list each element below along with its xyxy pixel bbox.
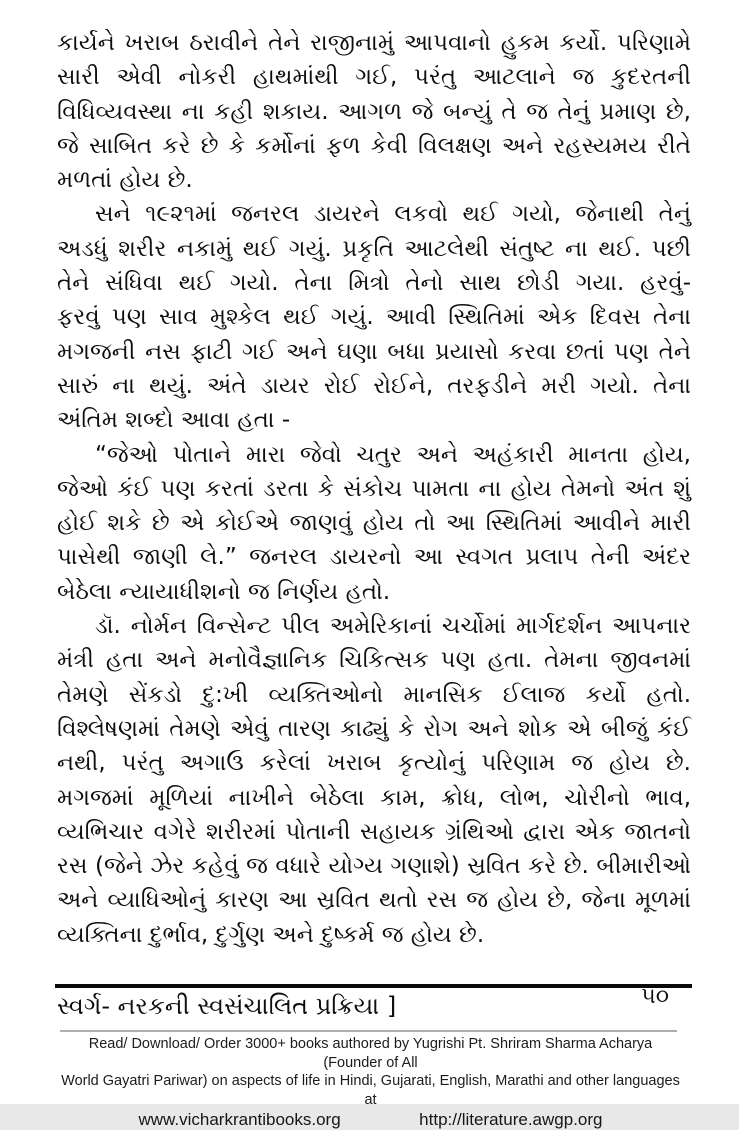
running-title-row	[57, 984, 669, 1022]
credit-line: Read/ Download/ Order 3000+ books authored by Yugrishi Pt. Shriram Sharma Acharya (Founder of All	[88, 1036, 653, 1071]
text-line: પાસેથી જાણી લે.” જનરલ ડાયરનો આ સ્વગત પ્રલાપ તેની અંદર	[57, 544, 691, 571]
text-line: બેઠેલા ન્યાયાધીશનો જ નિર્ણય હતો.	[57, 578, 391, 605]
text-line: સારી એવી નોકરી હાથમાંથી ગઈ, પરંતુ આટલાને જ કુદરતની	[57, 64, 691, 91]
text-line: ડૉ. નોર્મન વિન્સેન્ટ પીલ અમેરિકાનાં ચર્ચોમાં માર્ગદર્શન આપનાર	[95, 613, 691, 640]
text-line: અંતિમ શબ્દો આવા હતા -	[57, 407, 291, 434]
credit-urls	[60, 1111, 681, 1130]
text-line: જેઓ કંઈ પણ કરતાં ડરતા કે સંકોચ પામતા ના હોય તેમનો અંત શું	[57, 475, 691, 502]
books-url: www.vicharkrantibooks.org	[138, 1110, 341, 1129]
text-line: જે સાબિત કરે છે કે કર્મોનાં ફળ કેવી વિલક્ષણ અને રહસ્યમય રીતે	[57, 132, 691, 159]
literature-url: http://literature.awgp.org	[419, 1110, 603, 1129]
text-line: મગજમાં મૂળિયાં નાખીને બેઠેલા કામ, ક્રોધ, લોભ, ચોરીનો ભાવ,	[57, 784, 691, 811]
credit-line: World Gayatri Pariwar) on aspects of life in Hindi, Gujarati, English, Marathi and other languages at	[61, 1073, 680, 1108]
text-line: નથી, પરંતુ અગાઉ કરેલાં ખરાબ કૃત્યોનું પરિણામ જ હોય છે.	[57, 750, 691, 777]
paragraph	[57, 609, 691, 952]
text-line: રસ (જેને ઝેર કહેવું જ વધારે યોગ્ય ગણાશે) સ્રવિત કરે છે. બીમારીઓ	[57, 853, 691, 880]
text-line: મળતાં હોય છે.	[57, 167, 193, 194]
text-line: “જેઓ પોતાને મારા જેવો ચતુર અને અહંકારી માનતા હોય,	[95, 441, 691, 468]
paragraph	[57, 438, 691, 609]
text-line: કાર્યને ખરાબ ઠરાવીને તેને રાજીનામું આપવાનો હુકમ કર્યો. પરિણામે	[57, 30, 691, 56]
credit-block	[60, 1035, 681, 1130]
text-line: મગજની નસ ફાટી ગઈ અને ઘણા બધા પ્રયાસો કરવા છતાં પણ તેને	[57, 338, 691, 365]
page-number: ૫૦	[641, 984, 669, 1009]
text-line: સારું ના થયું. અંતે ડાયર રોઈ રોઈને, તરફડીને મરી ગયો. તેના	[57, 372, 691, 399]
text-line: ફરવું પણ સાવ મુશ્કેલ થઈ ગયું. આવી સ્થિતિમાં એક દિવસ તેના	[57, 304, 691, 331]
body-text	[57, 26, 691, 952]
text-line: અડધું શરીર નકામું થઈ ગયું. પ્રકૃતિ આટલેથી સંતુષ્ટ ના થઈ. પછી	[57, 235, 691, 262]
divider-thick	[55, 984, 692, 988]
text-line: હોઈ શકે છે એ કોઈએ જાણવું હોય તો આ સ્થિતિમાં આવીને મારી	[57, 510, 691, 537]
paragraph	[57, 26, 691, 197]
footer	[0, 984, 739, 1130]
text-line: વિધિવ્યવસ્થા ના કહી શકાય. આગળ જે બન્યું તે જ તેનું પ્રમાણ છે,	[57, 98, 691, 125]
running-title: સ્વર્ગ- નરકની સ્વસંચાલિત પ્રક્રિયા ]	[57, 992, 397, 1020]
text-line: વ્યભિચાર વગેરે શરીરમાં પોતાની સહાયક ગ્રંથિઓ દ્વારા એક જાતનો	[57, 818, 691, 845]
text-line: વ્યક્તિના દુર્ભાવ, દુર્ગુણ અને દુષ્કર્મ જ હોય છે.	[57, 921, 485, 948]
text-line: તેને સંધિવા થઈ ગયો. તેના મિત્રો તેનો સાથ છોડી ગયા. હરવું-	[57, 270, 691, 297]
text-line: સને ૧૯૨૧માં જનરલ ડાયરને લકવો થઈ ગયો, જેનાથી તેનું	[95, 201, 691, 228]
text-line: વિશ્લેષણમાં તેમણે એવું તારણ કાઢ્યું કે રોગ અને શોક એ બીજું કંઈ	[57, 715, 691, 742]
text-line: તેમણે સેંકડો દુ:ખી વ્યક્તિઓનો માનસિક ઈલાજ કર્યો હતો.	[57, 681, 691, 708]
paragraph	[57, 197, 691, 437]
text-line: મંત્રી હતા અને મનોવૈજ્ઞાનિક ચિકિત્સક પણ હતા. તેમના જીવનમાં	[57, 647, 691, 674]
divider-thin	[60, 1030, 677, 1032]
text-line: અને વ્યાધિઓનું કારણ આ સ્રવિત થતો રસ જ હોય છે, જેના મૂળમાં	[57, 887, 691, 914]
